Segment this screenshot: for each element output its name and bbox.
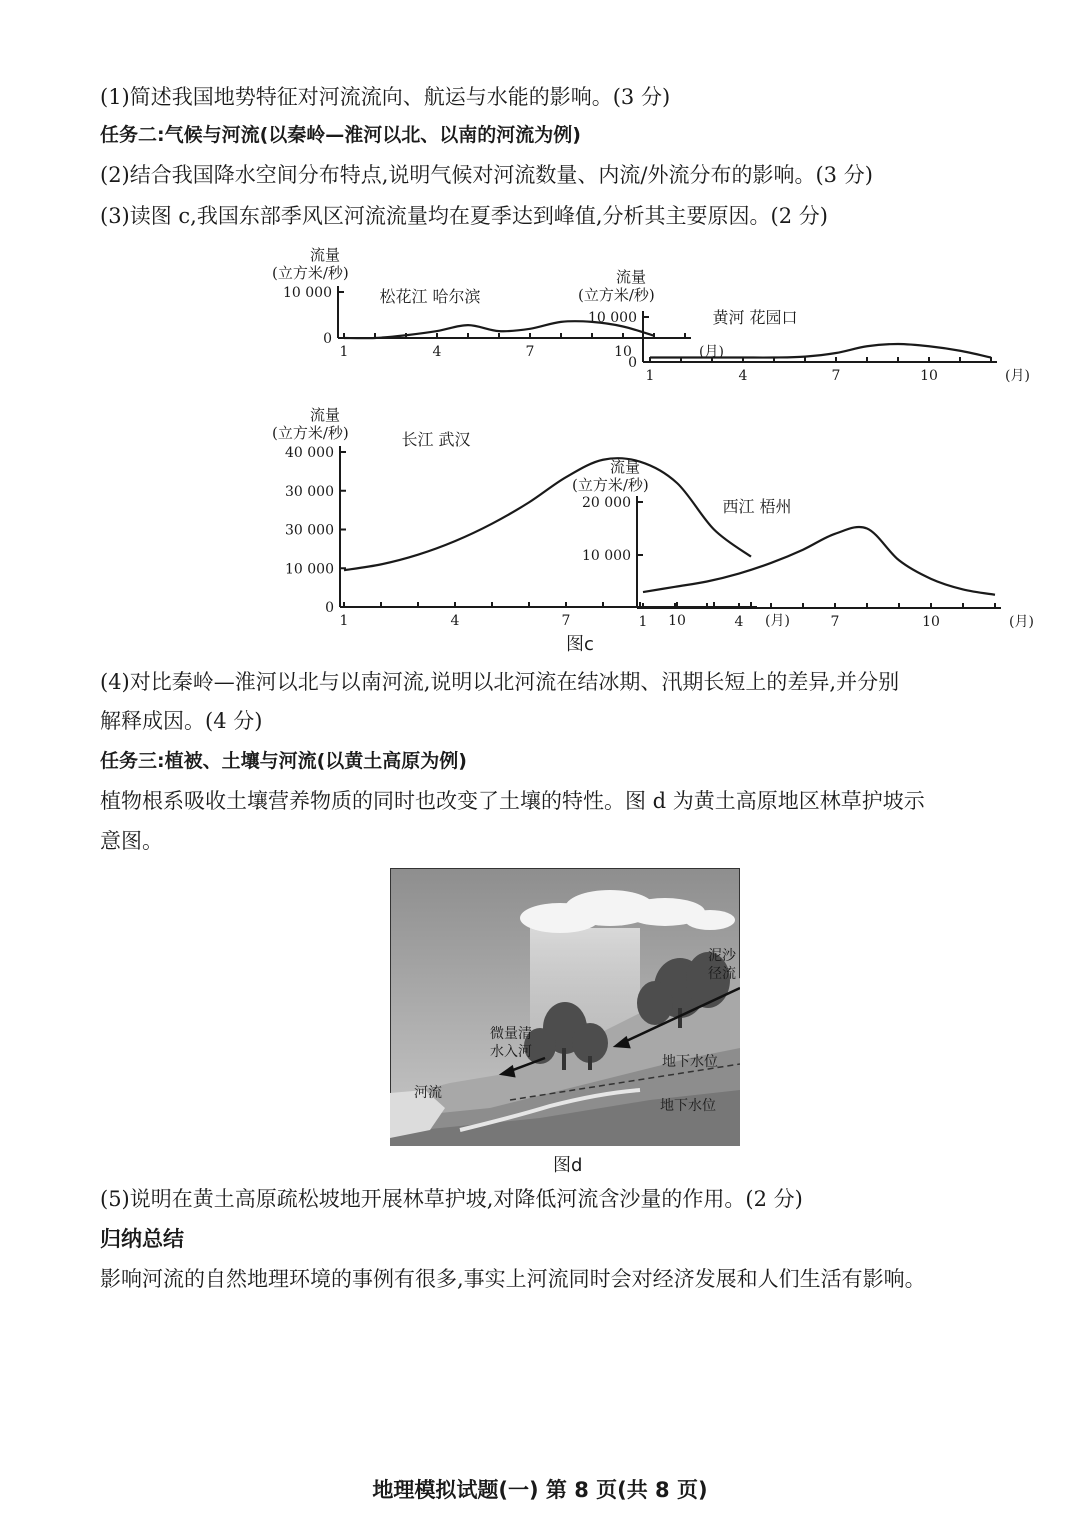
y-axis-label: 流量 [610, 458, 641, 476]
x-tick-label: 1 [339, 344, 349, 360]
x-unit-label: (月) [699, 344, 724, 360]
label-water-table-1: 地下水位 [662, 1054, 718, 1070]
label-water-table-2: 地下水位 [660, 1098, 716, 1114]
x-tick-label: 4 [738, 368, 748, 384]
y-tick-label: 10 000 [588, 310, 637, 326]
x-tick-label: 1 [638, 614, 648, 630]
x-tick-label: 7 [830, 614, 840, 630]
series-line [643, 527, 995, 595]
task-2-heading: 任务二:气候与河流(以秦岭—淮河以北、以南的河流为例) [100, 124, 581, 146]
y-axis-unit-label: (立方米/秒) [272, 424, 349, 442]
figure-d-caption: 图d [553, 1155, 583, 1176]
y-tick-label: 30 000 [285, 522, 334, 539]
y-axis-label: 流量 [310, 246, 341, 264]
y-axis-label: 流量 [310, 406, 341, 424]
question-4-line-1: (4)对比秦岭—淮河以北与以南河流,说明以北河流在结冰期、汛期长短上的差异,并分别 [100, 670, 900, 694]
x-tick-label: 1 [339, 613, 349, 629]
task-3-intro-line-1: 植物根系吸收土壤营养物质的同时也改变了土壤的特性。图 d 为黄土高原地区林草护坡示 [100, 789, 925, 813]
question-1: (1)简述我国地势特征对河流流向、航运与水能的影响。(3 分) [100, 85, 671, 109]
y-tick-label: 10 000 [283, 285, 332, 301]
chart-title: 黄河 花园口 [712, 308, 798, 327]
x-tick-label: 7 [561, 613, 571, 629]
x-tick-label: 10 [614, 344, 632, 360]
x-tick-label: 4 [432, 344, 442, 360]
question-4-line-2: 解释成因。(4 分) [100, 709, 263, 733]
y-tick-label: 0 [325, 600, 334, 616]
summary-text: 影响河流的自然地理环境的事例有很多,事实上河流同时会对经济发展和人们生活有影响。 [100, 1267, 926, 1291]
y-tick-label: 0 [323, 331, 332, 347]
series-line [344, 458, 751, 570]
y-axis-unit-label: (立方米/秒) [272, 264, 349, 282]
y-tick-label: 20 000 [582, 495, 631, 511]
question-2: (2)结合我国降水空间分布特点,说明气候对河流数量、内流/外流分布的影响。(3 分) [100, 163, 873, 187]
x-tick-label: 10 [668, 613, 686, 629]
task-3-intro-line-2: 意图。 [100, 829, 163, 853]
label-small-inflow-1: 微量清 [490, 1026, 532, 1042]
question-5: (5)说明在黄土高原疏松坡地开展林草护坡,对降低河流含沙量的作用。(2 分) [100, 1187, 803, 1211]
label-small-inflow-2: 水入河 [490, 1044, 532, 1060]
x-unit-label: (月) [765, 613, 790, 629]
y-tick-label: 0 [628, 355, 637, 371]
y-axis-label: 流量 [616, 268, 647, 286]
chart-title: 长江 武汉 [401, 430, 471, 449]
x-tick-label: 7 [831, 368, 841, 384]
figure-c-caption: 图c [566, 634, 594, 655]
x-tick-label: 7 [525, 344, 535, 360]
y-tick-label: 30 000 [285, 483, 334, 500]
page-footer: 地理模拟试题(一) 第 8 页(共 8 页) [372, 1478, 708, 1502]
y-axis-unit-label: (立方米/秒) [572, 476, 649, 494]
x-tick-label: 4 [450, 613, 460, 629]
x-tick-label: 10 [920, 368, 938, 384]
x-tick-label: 4 [734, 614, 744, 630]
y-tick-label: 10 000 [582, 548, 631, 564]
task-3-heading: 任务三:植被、土壤与河流(以黄土高原为例) [100, 750, 467, 772]
figure-c [0, 240, 1080, 660]
y-tick-label: 40 000 [285, 445, 334, 461]
label-muddy-runoff-1: 泥沙 [708, 948, 736, 964]
question-3: (3)读图 c,我国东部季风区河流流量均在夏季达到峰值,分析其主要原因。(2 分) [100, 204, 828, 228]
x-unit-label: (月) [1005, 368, 1030, 384]
x-tick-label: 1 [645, 368, 655, 384]
y-axis-unit-label: (立方米/秒) [578, 286, 655, 304]
figure-d-illustration [390, 868, 740, 1146]
chart-title: 松花江 哈尔滨 [379, 287, 481, 306]
x-unit-label: (月) [1009, 614, 1034, 630]
summary-title: 归纳总结 [100, 1227, 184, 1251]
chart-title: 西江 梧州 [722, 497, 792, 516]
label-river: 河流 [414, 1085, 442, 1101]
y-tick-label: 10 000 [285, 561, 334, 578]
x-tick-label: 10 [922, 614, 940, 630]
label-muddy-runoff-2: 径流 [708, 966, 736, 982]
